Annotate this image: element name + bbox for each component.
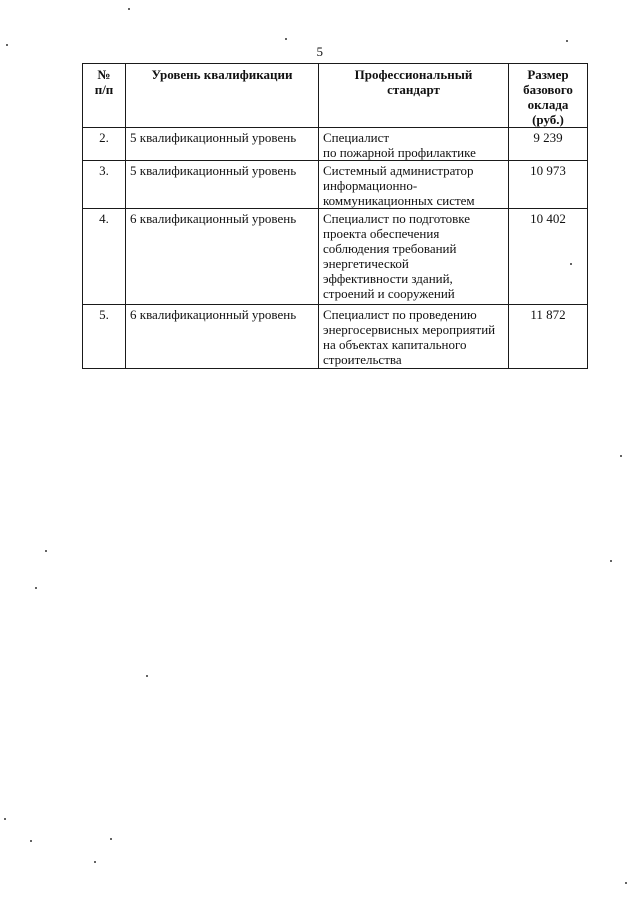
scan-speck bbox=[94, 861, 96, 863]
header-level-label: Уровень квалификации bbox=[151, 67, 293, 82]
row-level: 6 квалификационный уровень bbox=[126, 209, 319, 305]
row-standard bbox=[319, 161, 509, 209]
scan-speck bbox=[45, 550, 47, 552]
header-salary bbox=[509, 64, 588, 128]
scan-speck bbox=[128, 8, 130, 10]
row-standard-text: Системный администратор информационно- коммуникационных систем bbox=[323, 163, 475, 208]
row-level: 5 квалификационный уровень bbox=[126, 161, 319, 209]
row-salary: 11 872 bbox=[509, 305, 588, 369]
table-row bbox=[83, 305, 588, 369]
scan-speck bbox=[6, 44, 8, 46]
scan-speck bbox=[35, 587, 37, 589]
scan-speck bbox=[30, 840, 32, 842]
row-salary: 10 973 bbox=[509, 161, 588, 209]
page-number: 5 bbox=[316, 44, 324, 59]
salary-table bbox=[82, 63, 588, 369]
header-standard bbox=[319, 64, 509, 128]
table-row bbox=[83, 209, 588, 305]
row-level: 6 квалификационный уровень bbox=[126, 305, 319, 369]
header-level bbox=[126, 64, 319, 128]
row-number: 3. bbox=[83, 161, 126, 209]
row-standard bbox=[319, 128, 509, 161]
header-standard-label: Профессиональный стандарт bbox=[354, 67, 473, 97]
row-number: 2. bbox=[83, 128, 126, 161]
header-salary-label: Размер базового оклада (руб.) bbox=[523, 67, 573, 127]
table-row bbox=[83, 128, 588, 161]
scan-speck bbox=[146, 675, 148, 677]
row-number: 5. bbox=[83, 305, 126, 369]
row-standard bbox=[319, 209, 509, 305]
scan-speck bbox=[570, 263, 572, 265]
header-number-label: № п/п bbox=[94, 67, 114, 97]
scan-speck bbox=[625, 882, 627, 884]
scan-speck bbox=[610, 560, 612, 562]
scan-speck bbox=[285, 38, 287, 40]
row-salary: 9 239 bbox=[509, 128, 588, 161]
scan-speck bbox=[620, 455, 622, 457]
scan-speck bbox=[110, 838, 112, 840]
row-standard bbox=[319, 305, 509, 369]
row-salary: 10 402 bbox=[509, 209, 588, 305]
row-number: 4. bbox=[83, 209, 126, 305]
row-standard-text: Специалист по проведению энергосервисных мероприятий на объектах капитального строительства bbox=[323, 307, 496, 367]
table-header-row bbox=[83, 64, 588, 128]
scan-speck bbox=[566, 40, 568, 42]
row-level: 5 квалификационный уровень bbox=[126, 128, 319, 161]
header-number bbox=[83, 64, 126, 128]
row-standard-text: Специалист по подготовке проекта обеспечения соблюдения требований энергетической эффективности зданий, строений и сооружений bbox=[323, 211, 470, 301]
scan-speck bbox=[4, 818, 6, 820]
row-standard-text: Специалист по пожарной профилактике bbox=[323, 130, 476, 160]
table-row bbox=[83, 161, 588, 209]
